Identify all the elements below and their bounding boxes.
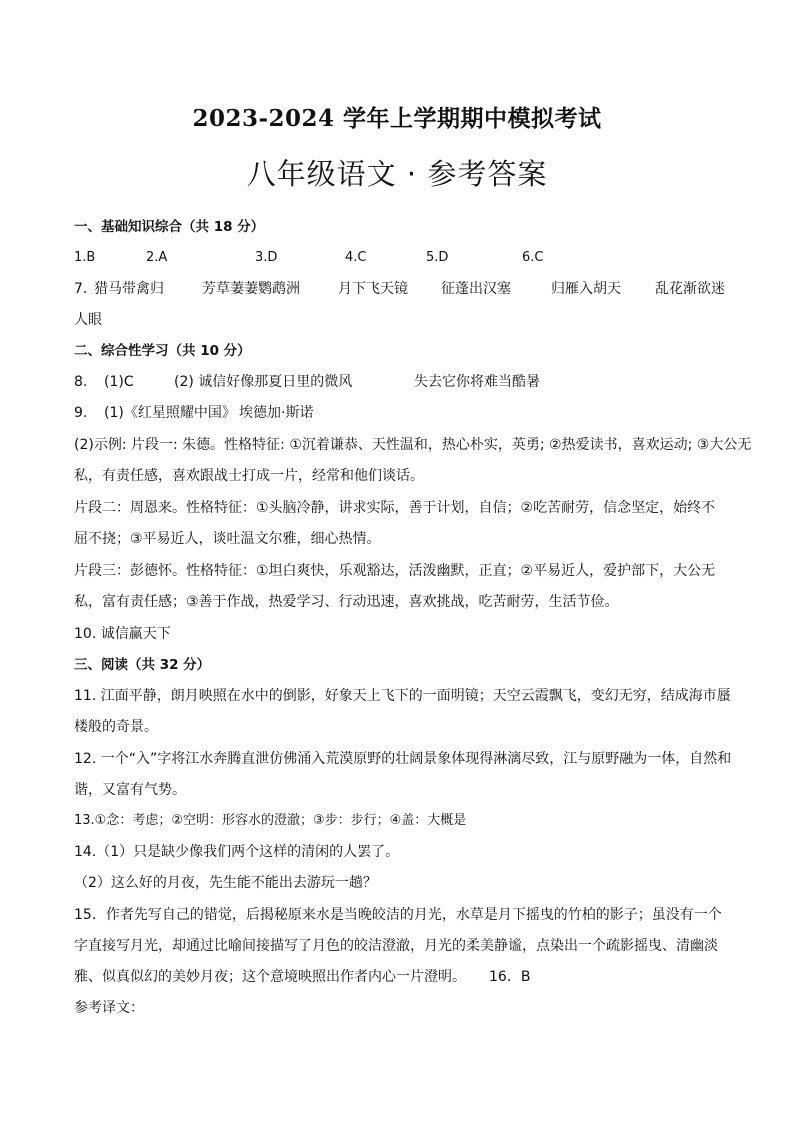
q12-line: 谐，又富有气势。 — [74, 782, 186, 798]
q14-line: 14.（1）只是缺少像我们两个这样的清闲的人罢了。 — [74, 844, 400, 860]
q16-answer: 16．B — [489, 969, 531, 985]
q9-paragraph-line: 私，有责任感，喜欢跟战士打成一片，经常和他们谈话。 — [74, 468, 424, 484]
q11-line: 11. 江面平静，朗月映照在水中的倒影，好象天上飞下的一面明镜；天空云霞飘飞，变幻无穷，结成海市蜃 — [74, 688, 731, 704]
q15-line: 字直接写月光，却通过比喻间接描写了月色的皎洁澄澈，月光的柔美静谧，点染出一个疏影摇曳、清幽淡 — [74, 938, 718, 954]
mc-answer: 1.B — [74, 250, 96, 265]
q10-answer: 10. 诚信赢天下 — [74, 626, 171, 642]
q8-part1: (1)C — [104, 374, 134, 390]
q7-continuation: 人眼 — [74, 312, 102, 328]
q9-author: 埃德加·斯诺 — [239, 405, 314, 421]
q8-part3: 失去它你将难当酷暑 — [414, 374, 540, 390]
mc-answer: 3.D — [255, 250, 278, 265]
question-number: 8. — [74, 374, 88, 390]
q14-line: （2）这么好的月夜，先生能不能出去游玩一趟？ — [74, 875, 377, 891]
q9-book-title: (1)《红星照耀中国》 — [104, 405, 236, 421]
q9-paragraph-line: 私，富有责任感；③善于作战，热爱学习、行动迅速，喜欢挑战，吃苦耐劳，生活节俭。 — [74, 594, 619, 610]
mc-answers-row — [74, 249, 734, 267]
q12-line: 12. 一个“入”字将江水奔腾直泄仿佛涌入荒漠原野的壮阔景象体现得淋漓尽致，江与原野融为一体，自然和 — [74, 751, 732, 767]
poem-line-answer: 月下飞天镜 — [338, 281, 408, 297]
translation-label: 参考译文： — [74, 1000, 144, 1016]
poem-line-answer: 归雁入胡天 — [551, 281, 621, 297]
q9-paragraph-line: 片段二：周恩来。性格特征：①头脑冷静，讲求实际，善于计划，自信；②吃苦耐劳，信念坚定，始终不 — [74, 500, 716, 516]
q8-part2: (2) 诚信好像那夏日里的微风 — [174, 374, 353, 390]
q7-answers-row — [74, 280, 734, 298]
q9-paragraph-line: 屈不挠；③平易近人，谈吐温文尔雅，细心热情。 — [74, 531, 381, 547]
poem-line-answer: 乱花渐欲迷 — [655, 281, 725, 297]
q11-line: 楼般的奇景。 — [74, 719, 158, 735]
q15-q16-row — [74, 968, 734, 986]
exam-title: 2023-2024 学年上学期期中模拟考试 — [192, 105, 602, 132]
q13-answer: 13.①念：考虑；②空明：形容水的澄澈；③步：步行；④盖：大概是 — [74, 813, 467, 828]
poem-line-answer: 芳草萋萋鹦鹉洲 — [202, 281, 300, 297]
section-heading-comprehensive: 二、综合性学习（共 10 分） — [74, 343, 251, 359]
question-number: 9. — [74, 405, 88, 421]
q8-row — [74, 373, 734, 391]
q9-row — [74, 404, 734, 422]
mc-answer: 6.C — [522, 250, 544, 265]
q15-line: 雅、似真似幻的美妙月夜；这个意境映照出作者内心一片澄明。 — [74, 969, 466, 985]
q9-paragraph-line: 片段三：彭德怀。性格特征：①坦白爽快，乐观豁达，活泼幽默，正直；②平易近人，爱护部下，大公无 — [74, 563, 716, 579]
q15-line: 15．作者先写自己的错觉，后揭秘原来水是当晚皎洁的月光，水草是月下摇曳的竹柏的影子；虽没有一个 — [74, 907, 722, 923]
mc-answer: 4.C — [345, 250, 367, 265]
exam-subtitle: 八年级语文 · 参考答案 — [246, 157, 548, 191]
section-heading-basics: 一、基础知识综合（共 18 分） — [74, 219, 265, 235]
poem-line-answer: 征蓬出汉塞 — [441, 281, 511, 297]
poem-line-answer: 猎马带禽归 — [94, 281, 164, 297]
question-number: 7. — [74, 281, 88, 297]
q9-paragraph-line: (2)示例: 片段一: 朱德。性格特征: ①沉着谦恭、天性温和，热心朴实，英勇; ②热爱读书，喜欢运动; ③大公无 — [74, 437, 752, 453]
section-heading-reading: 三、阅读（共 32 分） — [74, 657, 211, 673]
mc-answer: 2.A — [146, 250, 168, 265]
mc-answer: 5.D — [426, 250, 449, 265]
